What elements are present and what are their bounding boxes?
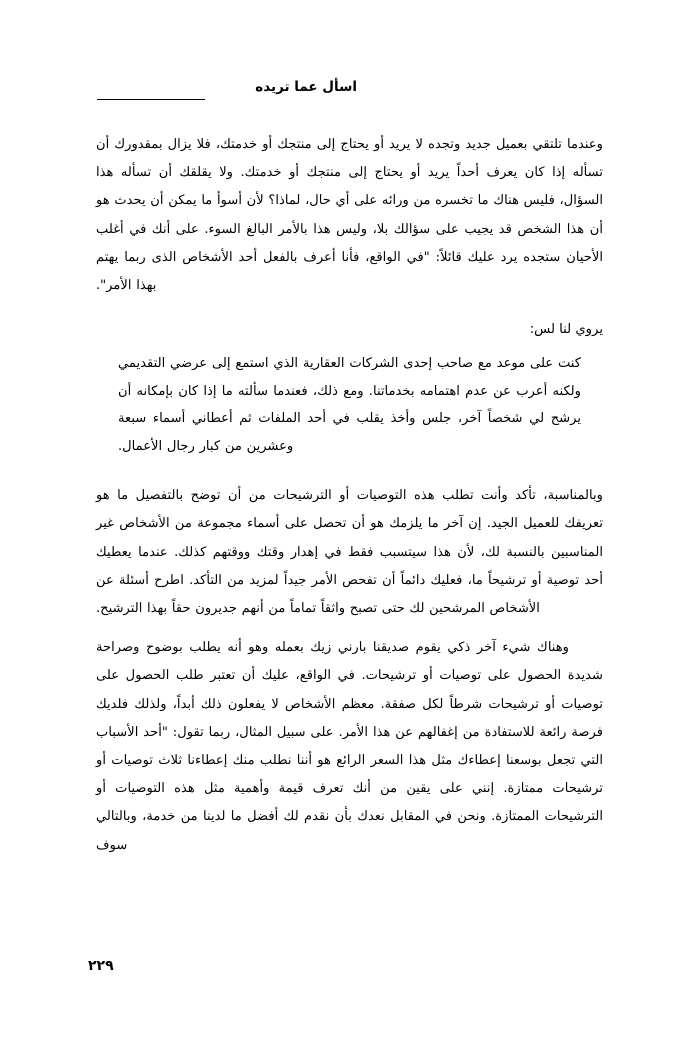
page-number: ٢٢٩ (88, 958, 114, 974)
paragraph-spacer (96, 623, 603, 634)
paragraph-spacer (96, 300, 603, 317)
running-head-rule (97, 99, 205, 100)
quote-lead-in: يروي لنا لس: (529, 322, 603, 338)
body-paragraph-1: وعندما تلتقي بعميل جديد وتجده لا يريد أو يحتاج إلى منتجك أو خدمتك، فلا يزال بمقدورك أن تسأله إذا كان يعرف أحداً يريد أو يحتاج إلى منتجك أو خدمتك. ولا يقلقك أن تسأله هذا السؤال، فليس هناك ما تخسره من ورائه على أي حال، لماذا؟ لأن أسوأ ما يمكن أن يحدث هو أن هذا الشخص قد يجيب على سؤالك بلا، وليس هذا بالأمر البالغ السوء. على أنك في أغلب الأحيان ستجده يرد عليك قائلاً: "في الواقع، فأنا أعرف بالفعل أحد الأشخاص الذى ربما يهتم بهذا الأمر". (96, 137, 603, 294)
block-quote (118, 350, 581, 460)
running-head (97, 76, 357, 98)
paragraph-spacer (96, 460, 603, 482)
block-quote-text: كنت على موعد مع صاحب إحدى الشركات العقارية الذي استمع إلى عرضي التقديمي ولكنه أعرب عن عدم اهتمامه بخدماتنا. ومع ذلك، فعندما سألته ما إذا كان بإمكانه أن يرشح لي شخصاً آخر، جلس وأخذ يقلب في أحد الملفات ثم أعطاني أسماء سبعة وعشرين من كبار رجال الأعمال. (118, 356, 581, 454)
running-head-title: اسأل عما تريده (255, 79, 357, 95)
page-content (96, 131, 603, 860)
body-paragraph-3: وهناك شيء آخر ذكي يقوم صديقنا بارني زيك بعمله وهو أنه يطلب بوضوح وصراحة شديدة الحصول على توصيات أو ترشيحات. في الواقع، عليك أن تعتبر طلب الحصول على توصيات أو ترشيحات شرطاً لكل صفقة. معظم الأشخاص لا يفعلون ذلك أبداً، ولذلك فلديك فرصة رائعة للاستفادة من إغفالهم عن هذا الأمر. على سبيل المثال، ربما تقول: "أحد الأسباب التي تجعل بوسعنا إعطاءك مثل هذا السعر الرائع هو أننا نطلب منك إعطاءنا ثلاث توصيات أو ترشيحات ممتازة. إنني على يقين من أنك تعرف قيمة وأهمية مثل هذه التوصيات أو الترشيحات الممتازة. ونحن في المقابل نعدك بأن نقدم لك أفضل ما لدينا من خدمة، وبالتالي سوف (96, 640, 603, 853)
body-paragraph-2: وبالمناسبة، تأكد وأنت تطلب هذه التوصيات أو الترشيحات من أن توضح بالتفصيل ما هو تعريفك للعميل الجيد. إن آخر ما يلزمك هو أن تحصل على أسماء مجموعة من الأشخاص غير المناسبين بالنسبة لك، لأن هذا سيتسبب فقط في إهدار وقتك ووقتهم كذلك. عندما يعطيك أحد توصية أو ترشيحاً ما، فعليك دائماً أن تفحص الأمر جيداً لمزيد من التأكد. اطرح أسئلة عن الأشخاص المرشحين لك حتى تصبح واثقاً تماماً من أنهم جديرون حقاً بهذا الترشيح. (96, 488, 603, 617)
